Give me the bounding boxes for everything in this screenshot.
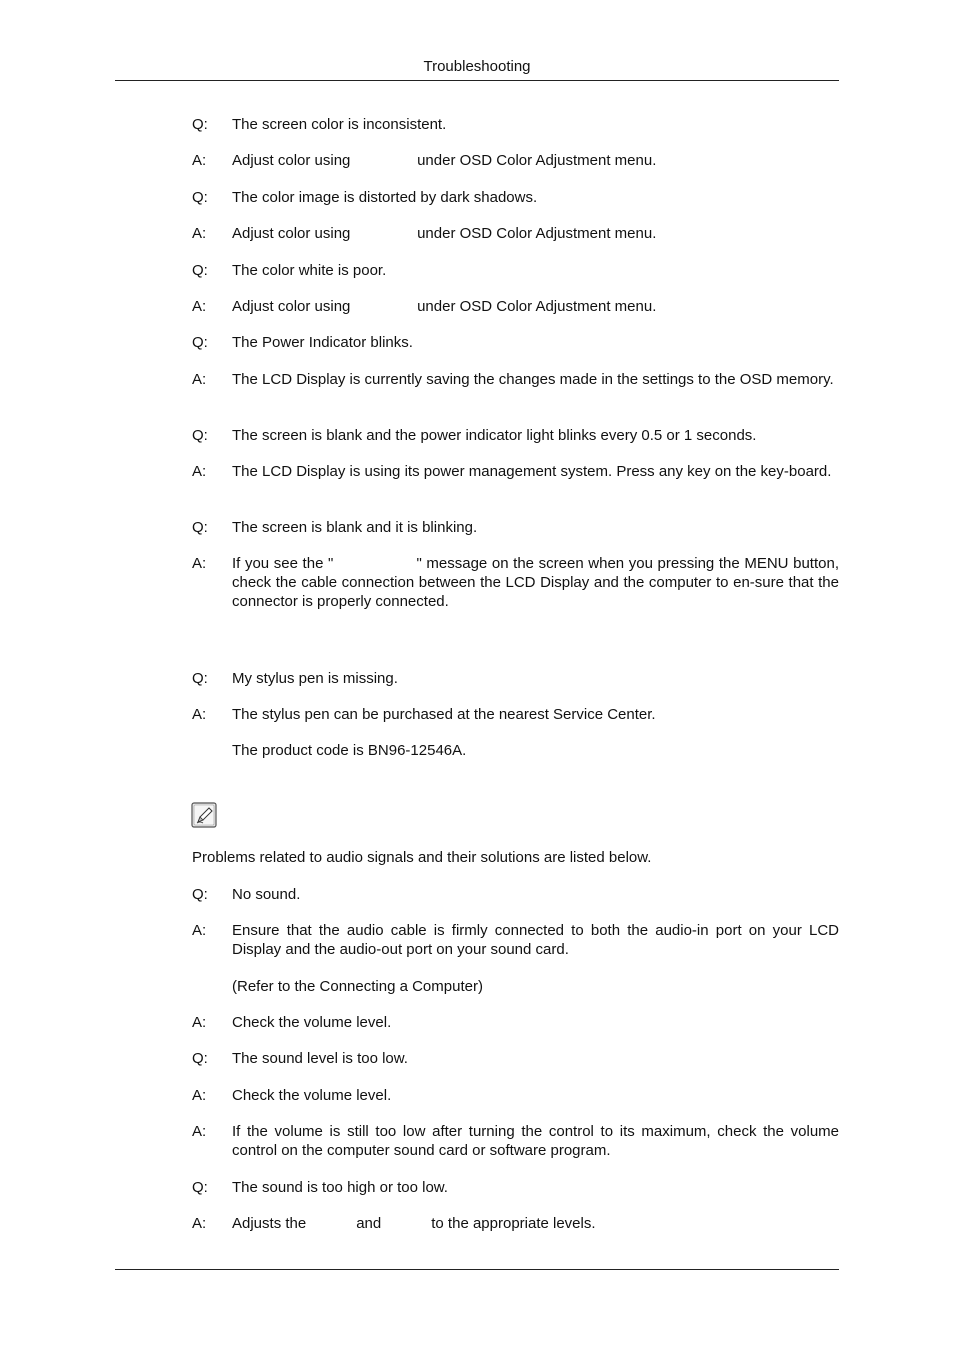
faq-answer: A: Ensure that the audio cable is firmly connected to both the audio-in port on your LCD Display and the audio-out port on your sound card. [192, 922, 839, 958]
faq-answer: A: The LCD Display is currently saving the changes made in the settings to the OSD memory. [192, 371, 834, 388]
faq-answer: A: Adjust color using under OSD Color Adjustment menu. [192, 298, 657, 315]
faq-answer: A: Adjust color using under OSD Color Adjustment menu. [192, 152, 657, 169]
header-rule [115, 80, 839, 81]
faq-question: Q: The screen is blank and it is blinking. [192, 519, 478, 536]
header-title: Troubleshooting [423, 58, 531, 75]
faq-answer-continued: The product code is BN96-12546A. [232, 742, 467, 759]
faq-answer-continued: (Refer to the Connecting a Computer) [232, 978, 483, 995]
faq-question: Q: The sound is too high or too low. [192, 1179, 448, 1196]
faq-question: Q: The color white is poor. [192, 262, 387, 279]
faq-answer: A: If you see the " " message on the screen when you pressing the MENU button, check the cable connection between the LCD Display and the computer to en-sure that the connector is properly connected. [192, 555, 844, 610]
faq-answer: A: Adjusts the and to the appropriate levels. [192, 1215, 596, 1232]
faq-question: Q: The screen is blank and the power indicator light blinks every 0.5 or 1 seconds. [192, 427, 757, 444]
faq-question: Q: My stylus pen is missing. [192, 670, 398, 687]
faq-answer: A: Check the volume level. [192, 1014, 392, 1031]
faq-question: Q: The color image is distorted by dark shadows. [192, 189, 538, 206]
faq-question: Q: No sound. [192, 886, 301, 903]
faq-question: Q: The sound level is too low. [192, 1050, 408, 1067]
audio-intro: Problems related to audio signals and their solutions are listed below. [192, 849, 652, 866]
faq-question: Q: The Power Indicator blinks. [192, 334, 413, 351]
faq-answer: A: Check the volume level. [192, 1087, 392, 1104]
faq-answer: A: The stylus pen can be purchased at the nearest Service Center. [192, 706, 656, 723]
note-icon [191, 802, 217, 828]
faq-answer: A: Adjust color using under OSD Color Adjustment menu. [192, 225, 657, 242]
faq-answer: A: The LCD Display is using its power management system. Press any key on the key-board. [192, 463, 832, 480]
footer-rule [115, 1269, 839, 1270]
faq-answer: A: If the volume is still too low after turning the control to its maximum, check the volume control on the computer sound card or software program. [192, 1123, 839, 1159]
faq-question: Q: The screen color is inconsistent. [192, 116, 447, 133]
